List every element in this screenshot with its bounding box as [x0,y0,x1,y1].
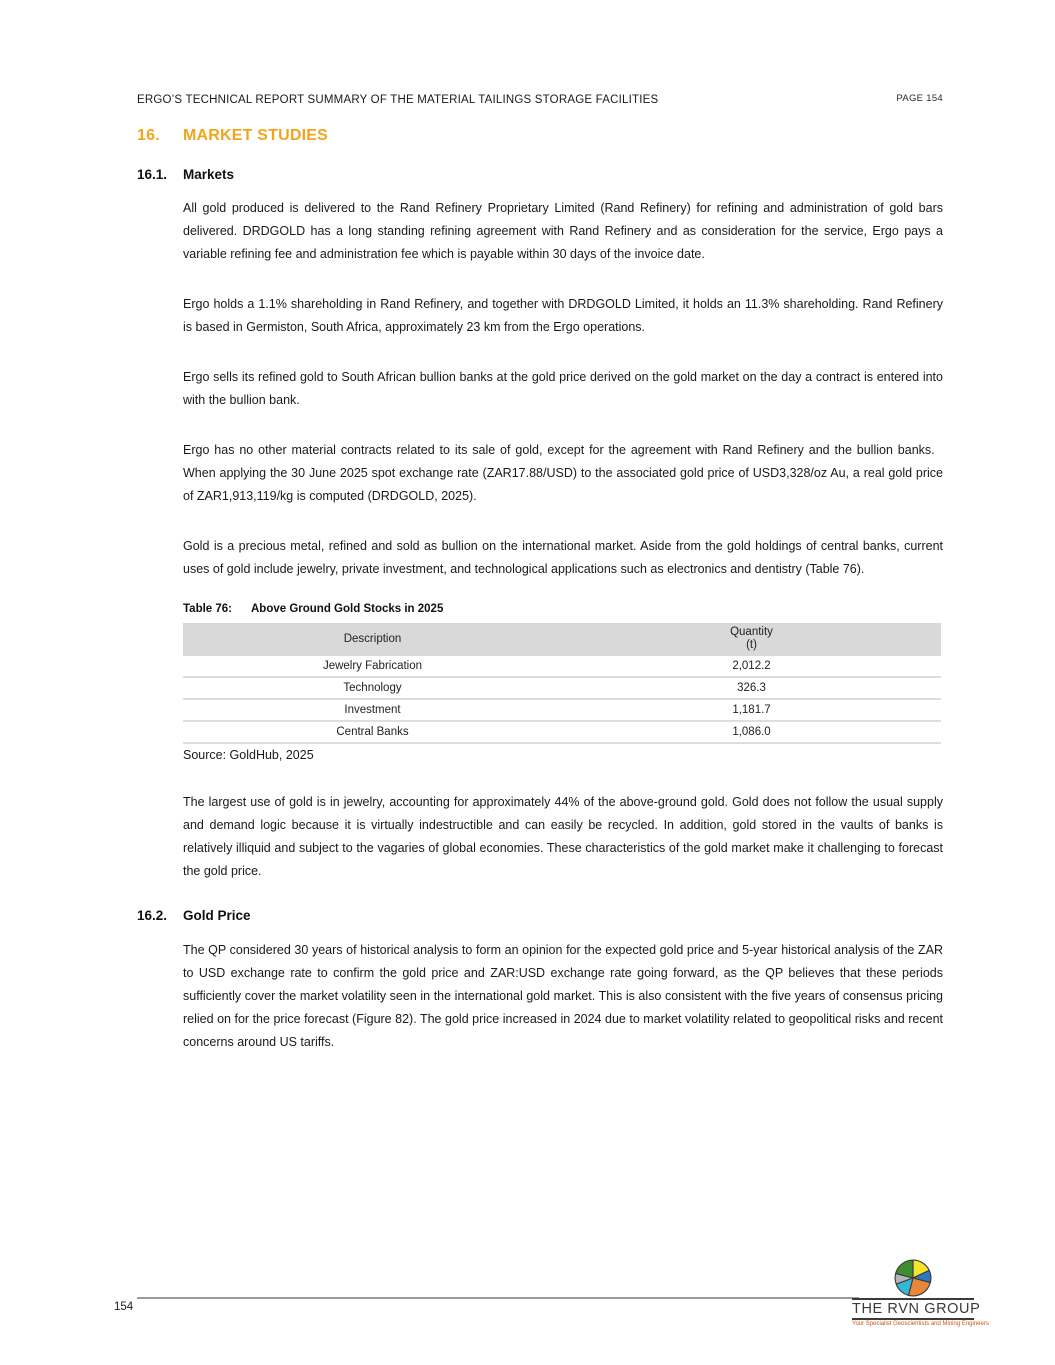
cell-description: Technology [183,677,562,699]
table-row [183,656,941,677]
table-row [183,721,941,743]
paragraph-refining: All gold produced is delivered to the Rand Refinery Proprietary Limited (Rand Refinery) for refining and administration of gold bars delivered. DRDGOLD has a long standing refining agreement with Rand Refinery and as consideration for the service, Ergo pays a variable refining fee and administration fee which is payable within 30 days of the invoice date. [183,201,943,261]
table-row [183,699,941,721]
cell-description: Jewelry Fabrication [183,656,562,677]
page-header [0,0,1055,106]
section-16-2-title: Gold Price [183,908,251,923]
section-16-2-heading [137,908,943,923]
table-76-body [183,656,941,743]
section-16-1-heading [137,167,943,182]
section-16-1-number: 16.1. [137,167,168,182]
paragraph-gold-price: The QP considered 30 years of historical analysis to form an opinion for the expected gold price and 5-year historical analysis of the ZAR to USD exchange rate to confirm the gold price and ZAR:USD exchange rate going forward, as the QP believes that these periods sufficiently cover the market volatility seen in the international gold market. This is also consistent with the five years of consensus pricing relied on for the price forecast (Figure 82). The gold price increased in 2024 due to market volatility related to geopolitical risks and recent concerns around US tariffs. [183,943,943,1049]
footer-page-number: 154 [114,1301,134,1313]
cell-quantity: 2,012.2 [562,656,941,677]
column-header-quantity [562,623,941,656]
paragraph-largest-use: The largest use of gold is in jewelry, accounting for approximately 44% of the above-ground gold. Gold does not follow the usual supply and demand logic because it is virtually indestructible and can easily be recycled. In addition, gold stored in the vaults of banks is relatively illiquid and subject to the vagaries of global economies. These characteristics of the gold market make it challenging to forecast the gold price. [183,795,943,878]
table-76-caption-label: Table 76: [183,603,232,615]
table-header-row [183,623,941,656]
page-label: PAGE 154 [896,93,943,104]
logo-wordmark: THE RVN GROUP [852,1298,974,1320]
table-76 [183,623,941,744]
column-header-quantity-line1: Quantity [730,626,773,638]
section-16-2-number: 16.2. [137,908,168,923]
paragraph-bullion-banks: Ergo sells its refined gold to South African bullion banks at the gold price derived on the gold market on the day a contract is entered into with the bullion bank. [183,370,943,407]
rvn-group-logo [852,1259,989,1328]
logo-tagline: Your Specialist Geoscientists and Mining Engineers [852,1321,989,1327]
table-row [183,677,941,699]
table-76-source: Source: GoldHub, 2025 [183,748,314,762]
paragraph-contracts: Ergo has no other material contracts related to its sale of gold, except for the agreement with Rand Refinery and the bullion banks. When applying the 30 June 2025 spot exchange rate (ZAR17.88/USD) to the associated gold price of USD3,328/oz Au, a real gold price of ZAR1,913,119/kg is computed (DRDGOLD, 2025). [183,443,943,503]
paragraph-shareholding: Ergo holds a 1.1% shareholding in Rand Refinery, and together with DRDGOLD Limited, it holds an 11.3% shareholding. Rand Refinery is based in Germiston, South Africa, approximately 23 km from the Ergo operations. [183,297,943,334]
cell-description: Investment [183,699,562,721]
cell-quantity: 1,181.7 [562,699,941,721]
running-header-title: ERGO’S TECHNICAL REPORT SUMMARY OF THE MATERIAL TAILINGS STORAGE FACILITIES [137,94,659,106]
section-16-heading [137,127,943,145]
section-16-title: MARKET STUDIES [183,127,329,144]
table-76-header [183,623,941,656]
cell-description: Central Banks [183,721,562,743]
column-header-description: Description [183,623,562,656]
pie-logo-icon [894,1259,932,1297]
table-76-caption [183,603,943,615]
cell-quantity: 326.3 [562,677,941,699]
footer-rule [137,1297,859,1299]
table-76-caption-title: Above Ground Gold Stocks in 2025 [251,603,444,615]
section-16-1-title: Markets [183,167,235,182]
section-16-number: 16. [137,127,160,144]
paragraph-gold-uses: Gold is a precious metal, refined and sold as bullion on the international market. Aside from the gold holdings of central banks, current uses of gold include jewelry, private investment, and technological applications such as electronics and dentistry (Table 76). [183,539,943,576]
column-header-quantity-line2: (t) [746,639,757,651]
cell-quantity: 1,086.0 [562,721,941,743]
